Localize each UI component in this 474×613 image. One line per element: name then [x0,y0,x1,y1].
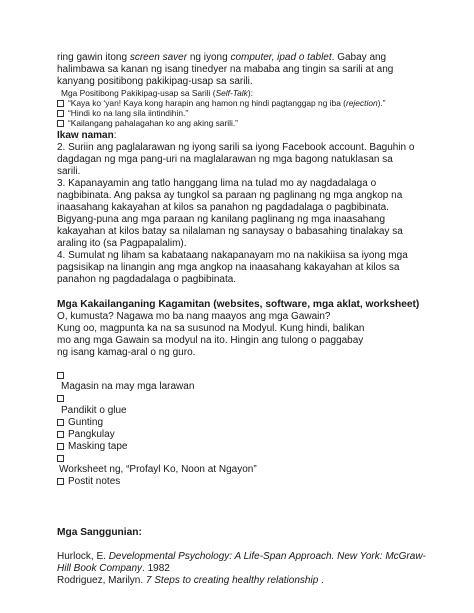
list-bullet [57,393,68,405]
reference-entry: Rodriguez, Marilyn. 7 Steps to creating healthy relationship . [57,575,324,586]
list-item: Gunting [57,417,103,429]
paragraph-line: mo ang mga Gawain sa modyul na ito. Hingin ang tulong o paggabay [57,335,364,346]
materials-heading: Mga Kakailanganing Kagamitan (websites, software, mga aklat, worksheet) [57,299,420,310]
references-heading: Mga Sanggunian: [57,527,142,538]
checkbox-icon [57,419,64,426]
paragraph-line: araling ito (sa Pagpapalalim). [57,238,187,249]
self-talk-title: Mga Positibong Pakikipag-usap sa Sarili (Self-Talk): [61,88,253,98]
paragraph-line: ng isang kamag-aral o ng guro. [57,347,196,358]
list-item: Pangkulay [57,429,115,441]
intro-line-1: ring gawin itong screen saver ng iyong computer, ipad o tablet. Gabay ang [57,52,387,63]
checkbox-icon [57,395,64,402]
self-talk-item: “Hindi ko na lang sila iintindihin.” [57,108,188,118]
reference-entry: Hurlock, E. Developmental Psychology: A Life-Span Approach. New York: McGraw- [57,551,426,562]
list-item: Worksheet ng, “Profayl Ko, Noon at Ngayon” [59,464,257,475]
self-talk-item: “Kailangang pahalagahan ko ang aking sarili.” [57,118,238,128]
paragraph-line: inaasahang kakayahan at kilos sa panahon ng pagdadalaga o pagbibinata. [57,202,389,213]
intro-line-3: kanyang positibong pakikipag-usap sa sarili. [57,76,253,87]
self-talk-item: “Kaya ko ‘yan! Kaya kong harapin ang hamon ng hindi pagtanggap ng iba (rejection).” [57,98,386,108]
reference-entry: Hill Book Company. 1982 [57,563,170,574]
list-item: Magasin na may mga larawan [61,381,195,392]
paragraph-line: pagsisikap na linangin ang mga angkop na inaasahang kakayahan at kilos sa [57,262,400,273]
ikaw-naman-heading: Ikaw naman: [57,130,117,141]
paragraph-line: Bigyang-puna ang mga paraan ng kanilang paglinang ng mga inaasahang [57,214,386,225]
checkbox-icon [57,443,64,450]
checkbox-icon [57,120,64,127]
paragraph-line: 4. Sumulat ng liham sa kabataang nakapanayam mo na nakikiisa sa iyong mga [57,250,408,261]
checkbox-icon [57,455,64,462]
checkbox-icon [57,372,64,379]
paragraph-line: sarili. [57,166,81,177]
paragraph-line: Kung oo, magpunta ka na sa susunod na Modyul. Kung hindi, balikan [57,323,365,334]
checkbox-icon [57,110,64,117]
checkbox-icon [57,478,64,485]
checkbox-icon [57,431,64,438]
paragraph-line: 2. Suriin ang paglalarawan ng iyong sarili sa iyong Facebook account. Baguhin o [57,142,415,153]
paragraph-line: kakayahan at kilos batay sa nilalaman ng sanaysay o babasahing tinalakay sa [57,226,403,237]
intro-line-2: halimbawa sa kanan ng isang tinedyer na mababa ang tingin sa sarili at ang [57,64,394,75]
paragraph-line: panahon ng pagdadalaga o pagbibinata. [57,274,237,285]
list-item: Postit notes [57,476,120,488]
paragraph-line: nagbibinata. Ang paksa ay tungkol sa paraan ng paglinang ng mga angkop na [57,190,403,201]
list-item: Pandikit o glue [61,405,127,416]
paragraph-line: O, kumusta? Nagawa mo ba nang maayos ang mga Gawain? [57,311,331,322]
checkbox-icon [57,100,64,107]
list-item: Masking tape [57,441,127,453]
paragraph-line: 3. Kapanayamin ang tatlo hanggang lima na tulad mo ay nagdadalaga o [57,178,377,189]
paragraph-line: dagdagan ng mga pang-uri na maglalarawan ng mga bagong natuklasan sa [57,154,393,165]
